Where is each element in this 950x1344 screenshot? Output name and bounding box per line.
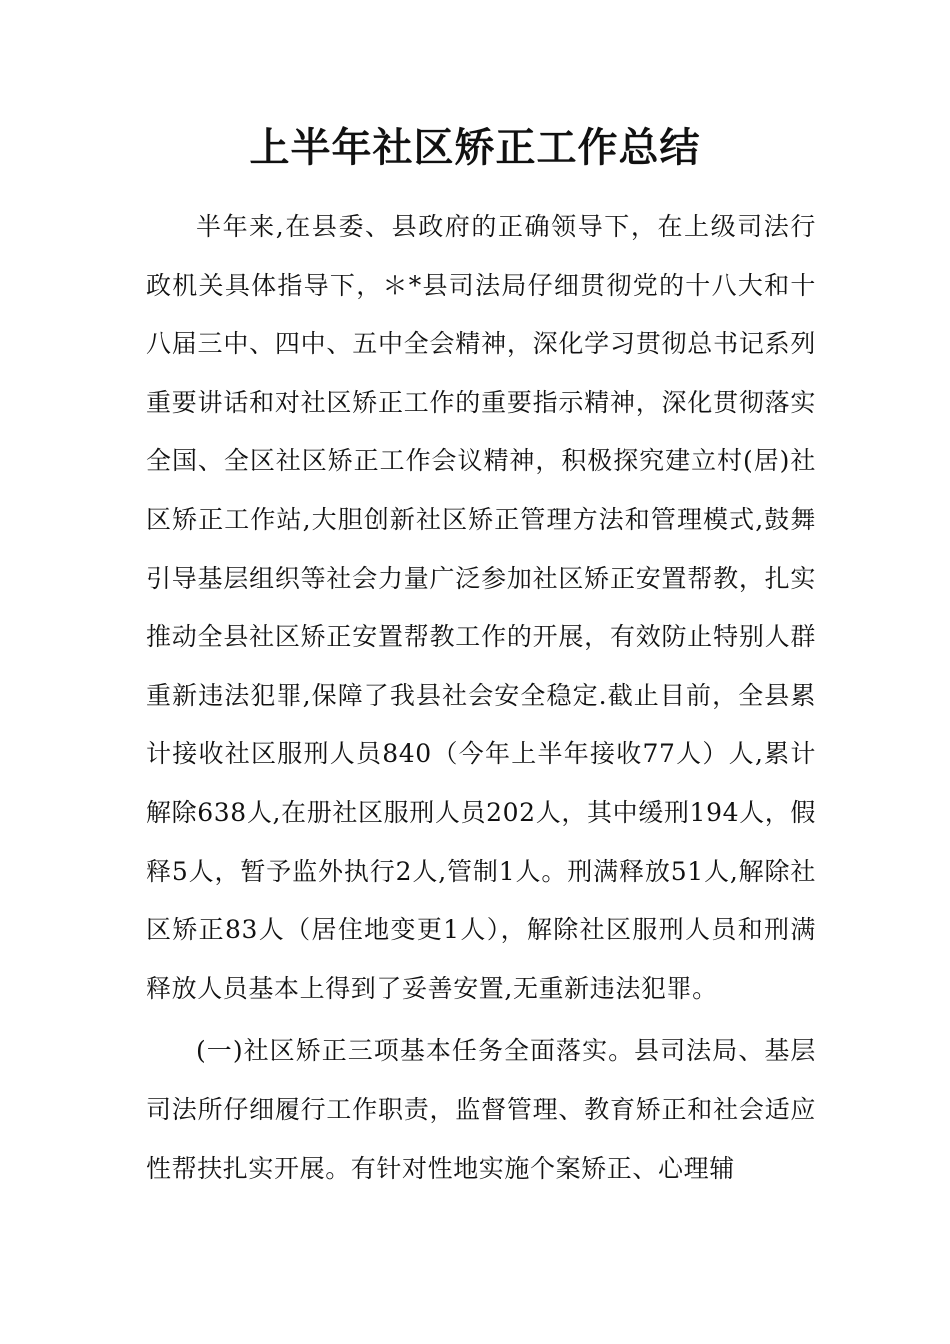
paragraph-section-one: (一)社区矫正三项基本任务全面落实。县司法局、基层司法所仔细履行工作职责，监督管理、教育矫正和社会适应性帮扶扎实开展。有针对性地实施个案矫正、心理辅: [146, 1036, 816, 1183]
document-title: 上半年社区矫正工作总结: [249, 125, 701, 171]
document-body: [146, 198, 816, 1202]
paragraph-summary: 半年来,在县委、县政府的正确领导下，在上级司法行政机关具体指导下，＊*县司法局仔细贯彻党的十八大和十八届三中、四中、五中全会精神，深化学习贯彻总书记系列重要讲话和对社区矫正工作的重要指示精神，深化贯彻落实全国、全区社区矫正工作会议精神，积极探究建立村(居)社区矫正工作站,大胆创新社区矫正管理方法和管理模式,鼓舞引导基层组织等社会力量广泛参加社区矫正安置帮教，扎实推动全县社区矫正安置帮教工作的开展，有效防止特别人群重新违法犯罪,保障了我县社会安全稳定.截止目前，全县累计接收社区服刑人员840（今年上半年接收77人）人,累计解除638人,在册社区服刑人员202人，其中缓刑194人，假释5人，暂予监外执行2人,管制1人。刑满释放51人,解除社区矫正83人（居住地变更1人），解除社区服刑人员和刑满释放人员基本上得到了妥善安置,无重新违法犯罪。: [146, 212, 816, 1003]
